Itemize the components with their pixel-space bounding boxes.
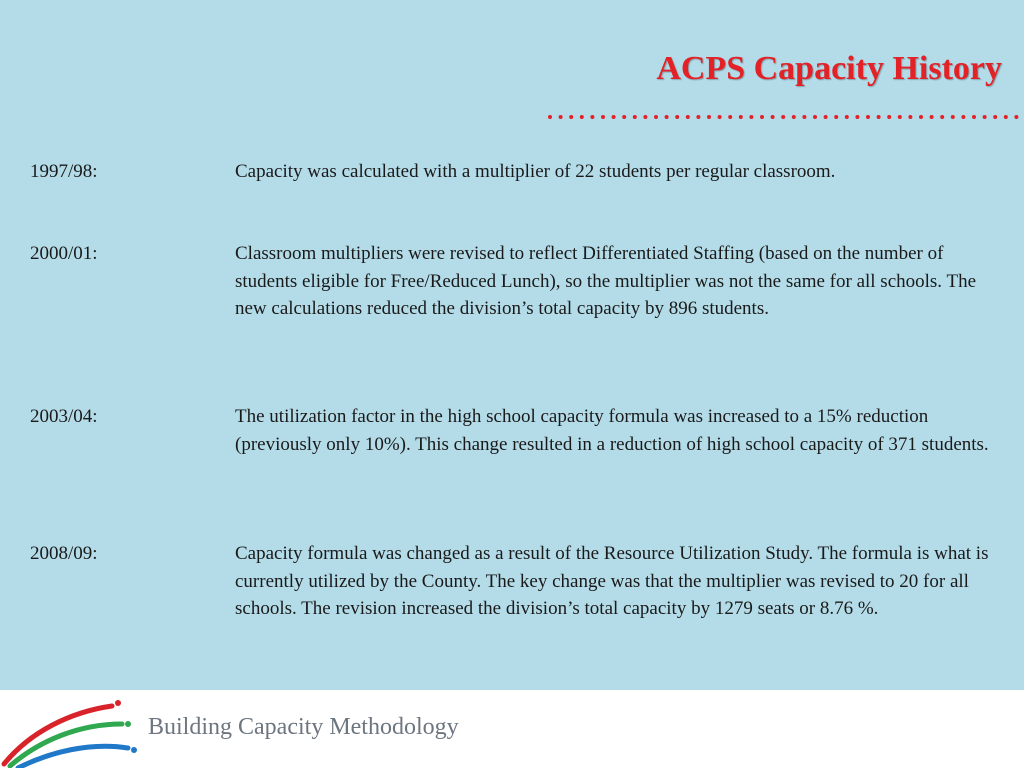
divider-dot [792,115,796,119]
entry-year: 2003/04: [30,406,98,427]
divider-dot [887,115,891,119]
divider-dot [781,115,785,119]
divider-dot [908,115,912,119]
history-entry-2003 [30,403,1000,458]
entry-description: Capacity was calculated with a multiplier of 22 students per regular classroom. [235,161,836,182]
divider-dot [855,115,859,119]
entry-year: 1997/98: [30,161,98,182]
divider-dot [559,115,563,119]
divider-dot [612,115,616,119]
divider-dot [898,115,902,119]
divider-dot [633,115,637,119]
divider-dot [718,115,722,119]
slide-title: ACPS Capacity History [656,50,1002,87]
divider-dot [739,115,743,119]
divider-dot [601,115,605,119]
entry-year: 2000/01: [30,243,98,264]
divider-dot [824,115,828,119]
divider-dot [972,115,976,119]
divider-dot [569,115,573,119]
divider-dot [1004,115,1008,119]
divider-dot [654,115,658,119]
divider-dot [930,115,934,119]
divider-dot [919,115,923,119]
divider-dot [696,115,700,119]
divider-dot [866,115,870,119]
dotted-divider [546,112,1024,122]
slide-footer [0,690,1024,768]
divider-dot [728,115,732,119]
divider-dot [675,115,679,119]
divider-dot [983,115,987,119]
divider-dot [548,115,552,119]
divider-dot [940,115,944,119]
divider-dot [813,115,817,119]
divider-dot [845,115,849,119]
history-entry-2000 [30,240,1000,323]
footer-title: Building Capacity Methodology [148,714,459,740]
divider-dot [665,115,669,119]
divider-dot [622,115,626,119]
divider-dot [961,115,965,119]
divider-dot [643,115,647,119]
divider-dot [771,115,775,119]
divider-dot [580,115,584,119]
divider-dot [951,115,955,119]
divider-dot [802,115,806,119]
divider-dot [686,115,690,119]
divider-dot [877,115,881,119]
entry-year: 2008/09: [30,543,98,564]
divider-dot [749,115,753,119]
history-entry-2008 [30,540,1000,623]
entry-description: Classroom multipliers were revised to reflect Differentiated Staffing (based on the number of students eligible for Free/Reduced Lunch), so the multiplier was not the same for all schools. The new calculations reduced the division’s total capacity by 896 students. [235,243,976,319]
swoosh-logo-icon [0,694,140,768]
divider-dot [760,115,764,119]
entry-description: The utilization factor in the high school capacity formula was increased to a 15% reduction (previously only 10%). This change resulted in a reduction of high school capacity of 371 students. [235,406,989,455]
divider-dot [993,115,997,119]
divider-dot [707,115,711,119]
divider-dot [590,115,594,119]
divider-dot [834,115,838,119]
history-entry-1997 [30,158,1000,186]
entry-description: Capacity formula was changed as a result of the Resource Utilization Study. The formula is what is currently utilized by the County. The key change was that the multiplier was revised to 20 for all schools. The revision increased the division’s total capacity by 1279 seats or 8.76 %. [235,543,989,619]
divider-dot [1014,115,1018,119]
